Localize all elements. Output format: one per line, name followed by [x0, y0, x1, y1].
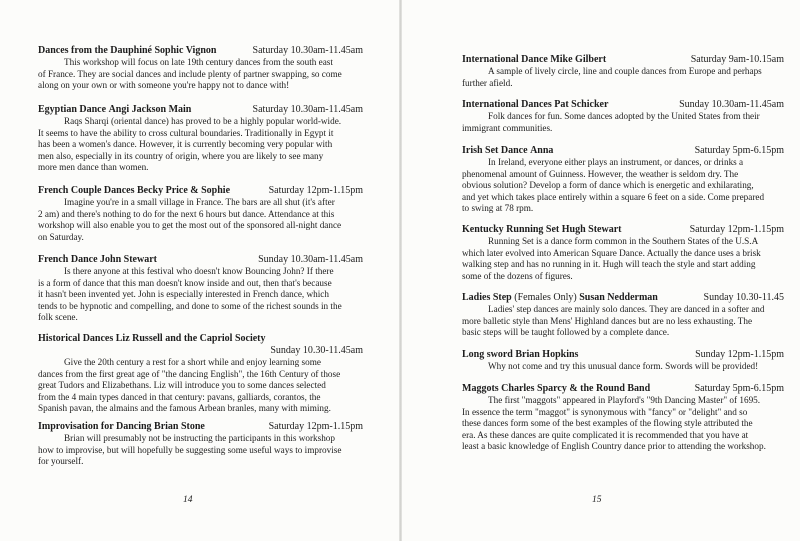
description-line: Spanish pavan, the almains and the famous Arbean branles, many with miming. — [38, 403, 331, 414]
description-line: more balletic style than Mens' Highland dances but are no less exhausting. The — [462, 315, 753, 326]
description-line: Ladies' step dances are mainly solo dances. They are danced in a softer and — [488, 304, 765, 314]
entry-description — [462, 304, 784, 339]
entry-heading — [462, 292, 784, 304]
description-line: phenomenal amount of Guinness. However, the weather is seldom dry. The — [462, 168, 739, 179]
description-line: Folk dances for fun. Some dances adopted by the United States from their — [488, 111, 760, 121]
entry-title: French Dance — [38, 254, 98, 265]
entry-heading — [462, 54, 784, 66]
entry-title: Long sword — [462, 349, 513, 360]
entry-french-dance — [38, 254, 363, 324]
entry-heading — [462, 145, 784, 157]
description-line: Brian will presumably not be instructing the participants in this workshop — [64, 433, 335, 443]
left-page — [38, 0, 363, 541]
description-line: is a form of dance that this man doesn't know inside and out, then that's because — [38, 277, 332, 288]
description-line: on Saturday. — [38, 231, 84, 242]
entry-improvisation — [38, 421, 363, 468]
description-line: it hasn't been invented yet. John is especially interested in French dance, which — [38, 289, 329, 300]
entry-heading — [462, 224, 784, 236]
entry-time: Saturday 5pm-6.15pm — [694, 383, 784, 394]
description-line: Give the 20th century a rest for a short while and enjoy learning some — [64, 357, 321, 367]
description-line: A sample of lively circle, line and couple dances from Europe and perhaps — [488, 66, 762, 76]
description-line: how to improvise, but will hopefully be suggesting some useful ways to improvise — [38, 444, 342, 455]
entry-title: Improvisation for Dancing — [38, 421, 152, 432]
description-line: dances from the first great age of "the dancing English", the 16th Century of those — [38, 368, 341, 379]
entry-time: Saturday 12pm-1.15pm — [268, 421, 363, 432]
entry-title: International Dances — [462, 99, 552, 110]
entry-description — [462, 111, 784, 134]
entry-description — [462, 66, 784, 89]
entry-presenter: Anna — [530, 145, 554, 156]
entry-time: Sunday 10.30-11.45am — [270, 345, 363, 356]
entry-presenter: Angi Jackson Main — [108, 104, 192, 115]
page-fold — [399, 0, 402, 541]
page-number: 15 — [592, 495, 602, 505]
description-line: walking step and has no running in it. Hugh will teach the style and start adding — [462, 259, 756, 270]
entry-description — [462, 361, 784, 373]
description-line: It seems to have the ability to cross cultural boundaries. Traditionally in Egypt it — [38, 127, 334, 138]
entry-kentucky — [462, 224, 784, 282]
entry-time: Saturday 12pm-1.15pm — [689, 224, 784, 235]
right-page — [462, 0, 784, 541]
entry-presenter: Pat Schicker — [554, 99, 609, 110]
description-line: tends to be hypnotic and compelling, and done to some of the richest sounds in the — [38, 300, 342, 311]
entry-heading — [38, 421, 363, 433]
entry-description — [462, 157, 784, 215]
entry-maggots — [462, 383, 784, 453]
entry-presenter: Mike Gilbert — [550, 54, 607, 65]
entry-title: Irish Set Dance — [462, 145, 528, 156]
description-line: of France. They are social dances and include plenty of partner swapping, so come — [38, 68, 342, 79]
description-line: Imagine you're in a small village in France. The bars are all shut (it's after — [64, 197, 335, 207]
entry-description — [38, 433, 363, 468]
description-line: least a basic knowledge of English Country dance prior to attending the workshop. — [462, 441, 766, 452]
entry-heading — [462, 383, 784, 395]
entry-time: Sunday 10.30-11.45 — [703, 292, 784, 303]
description-line: In essence the term "maggot" is synonymous with "fancy" or "delight" and so — [462, 406, 748, 417]
description-line: immigrant communities. — [462, 122, 553, 133]
entry-irish-set — [462, 145, 784, 215]
entry-title-note: (Females Only) — [514, 292, 577, 303]
entry-title: Dances from the Dauphiné — [38, 45, 152, 56]
description-line: Running Set is a dance form common in the Southern States of the U.S.A — [488, 236, 759, 246]
entry-description — [38, 57, 363, 92]
entry-time: Saturday 10.30am-11.45am — [252, 45, 363, 56]
entry-time: Saturday 10.30am-11.45am — [252, 104, 363, 115]
description-line: to swing at 78 rpm. — [462, 203, 534, 214]
entry-presenter: Hugh Stewart — [561, 224, 622, 235]
entry-historical — [38, 333, 363, 415]
entry-heading — [38, 254, 363, 266]
description-line: workshop will also enable you to get the most out of the sponsored all-night dance — [38, 220, 342, 231]
description-line: This workshop will focus on late 19th century dances from the south east — [64, 57, 333, 67]
page-number: 14 — [183, 495, 193, 505]
entry-title: Historical Dances — [38, 333, 114, 344]
entry-title: International Dance — [462, 54, 548, 65]
entry-egyptian — [38, 104, 363, 174]
entry-title: Maggots — [462, 383, 499, 394]
description-line: for yourself. — [38, 456, 84, 467]
description-line: further afield. — [462, 77, 513, 88]
entry-time: Sunday 12pm-1.15pm — [695, 349, 784, 360]
description-line: more men dance than women. — [38, 162, 149, 173]
entry-description — [38, 266, 363, 324]
entry-heading — [38, 185, 363, 197]
entry-french-couple — [38, 185, 363, 243]
entry-title: Egyptian Dance — [38, 104, 107, 115]
entry-international-dance — [462, 54, 784, 89]
description-line: basic steps will be taught followed by a complete dance. — [462, 327, 670, 338]
entry-time: Saturday 9am-10.15am — [690, 54, 784, 65]
description-line: has been a women's dance. However, it is currently becoming very popular with — [38, 139, 333, 150]
entry-time: Sunday 10.30am-11.45am — [258, 254, 363, 265]
entry-presenter: Susan Nedderman — [579, 292, 658, 303]
entry-heading — [462, 99, 784, 111]
entry-dauphine — [38, 45, 363, 92]
entry-time: Saturday 12pm-1.15pm — [268, 185, 363, 196]
entry-title: Ladies Step — [462, 292, 512, 303]
entry-time: Saturday 5pm-6.15pm — [694, 145, 784, 156]
entry-time: Sunday 10.30am-11.45am — [679, 99, 784, 110]
entry-presenter: Charles Sparcy & the Round Band — [501, 383, 651, 394]
entry-description — [38, 197, 363, 243]
description-line: The first "maggots" appeared in Playford's "9th Dancing Master" of 1695. — [488, 395, 761, 405]
entry-presenter: Brian Hopkins — [515, 349, 579, 360]
description-line: along on your own or with someone you're happy not to dance with! — [38, 80, 290, 91]
description-line: 2 am) and there's nothing to do for the next 6 hours but dance. Attendance at this — [38, 208, 335, 219]
entry-description — [462, 236, 784, 282]
entry-ladies-step — [462, 292, 784, 339]
description-line: great Tudors and Elizabethans. Liz will introduce you to some dances selected — [38, 380, 326, 391]
entry-title: Kentucky Running Set — [462, 224, 560, 235]
description-line: obvious solution? Develop a form of dance which is energetic and exhilarating, — [462, 180, 754, 191]
entry-presenter: Becky Price & Sophie — [136, 185, 231, 196]
description-line: which later evolved into American Square Dance. Actually the dance uses a brisk — [462, 247, 761, 258]
entry-heading — [38, 45, 363, 57]
description-line: from the 4 main types danced in that century: pavans, galliards, corantos, the — [38, 391, 321, 402]
entry-description — [38, 357, 363, 415]
entry-international-dances — [462, 99, 784, 134]
entry-description — [38, 116, 363, 174]
description-line: era. As these dances are quite complicated it is recommended that you have at — [462, 429, 749, 440]
description-line: folk scene. — [38, 312, 78, 323]
entry-long-sword — [462, 349, 784, 373]
description-line: men also, especially in its country of origin, where you are likely to see many — [38, 150, 324, 161]
description-line: Raqs Sharqi (oriental dance) has proved to be a highly popular world-wide. — [64, 116, 342, 126]
description-line: some of the dozens of figures. — [462, 270, 573, 281]
description-line: Why not come and try this unusual dance form. Swords will be provided! — [488, 361, 759, 371]
entry-presenter: Liz Russell and the Capriol Society — [115, 333, 266, 344]
entry-presenter: Sophic Vignon — [154, 45, 217, 56]
entry-heading — [462, 349, 784, 361]
description-line: these dances form some of the best examples of the flowing style attributed the — [462, 418, 753, 429]
entry-description — [462, 395, 784, 453]
entry-heading — [38, 104, 363, 116]
entry-presenter: Brian Stone — [154, 421, 205, 432]
description-line: and yet which takes place entirely within a square 6 feet on a side. Come prepared — [462, 191, 765, 202]
description-line: In Ireland, everyone either plays an instrument, or dances, or drinks a — [488, 157, 744, 167]
entry-heading — [38, 333, 363, 345]
entry-presenter: John Stewart — [100, 254, 157, 265]
entry-title: French Couple Dances — [38, 185, 135, 196]
description-line: Is there anyone at this festival who doesn't know Bouncing John? If there — [64, 266, 334, 276]
